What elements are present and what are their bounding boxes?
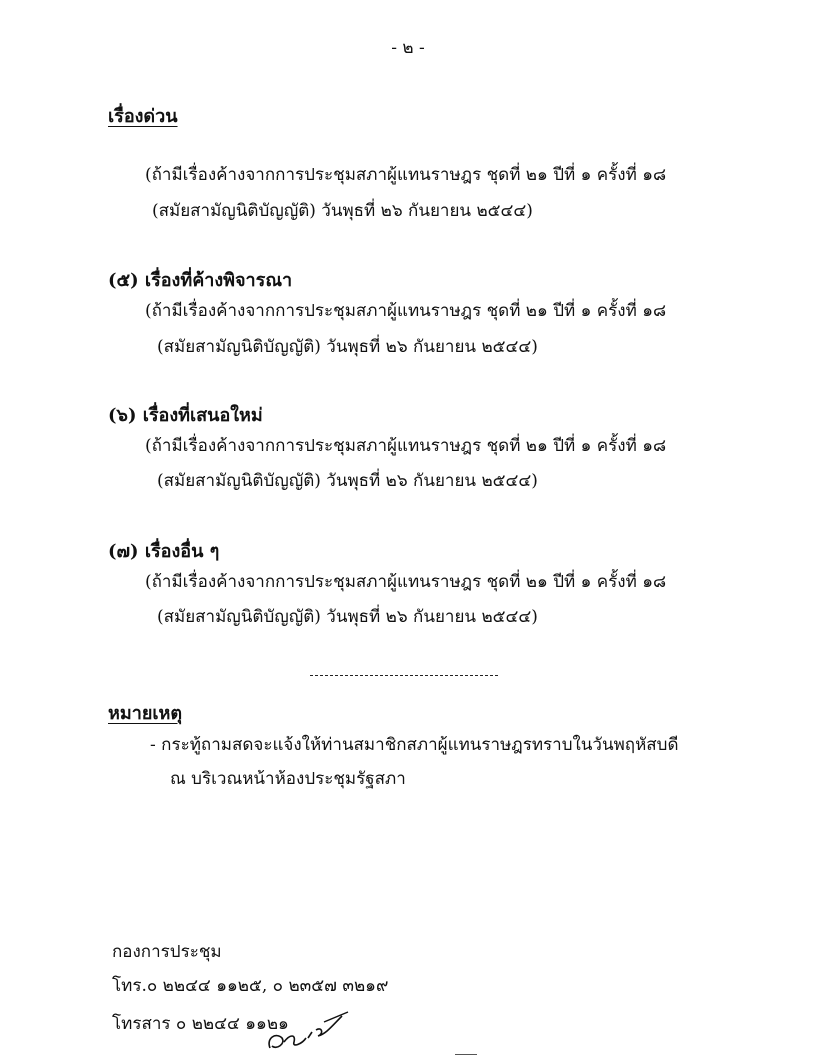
section-6-heading: (๖) เรื่องที่เสนอใหม่	[108, 405, 263, 426]
section-7-line-2: (สมัยสามัญนิติบัญญัติ) วันพุธที่ ๒๖ กันยายน ๒๕๔๔)	[157, 607, 538, 627]
section-7-heading: (๗) เรื่องอื่น ๆ	[108, 541, 220, 562]
section-divider	[310, 675, 498, 676]
section-7-line-1: (ถ้ามีเรื่องค้างจากการประชุมสภาผู้แทนราษฎร ชุดที่ ๒๑ ปีที่ ๑ ครั้งที่ ๑๘	[145, 572, 667, 592]
note-heading: หมายเหตุ	[108, 703, 183, 724]
section-6-line-2: (สมัยสามัญนิติบัญญัติ) วันพุธที่ ๒๖ กันยายน ๒๕๔๔)	[157, 471, 538, 491]
footer-department: กองการประชุม	[112, 942, 222, 962]
scan-mark	[455, 1054, 477, 1055]
note-line-2: ณ บริเวณหน้าห้องประชุมรัฐสภา	[170, 769, 406, 789]
section-5-line-2: (สมัยสามัญนิติบัญญัติ) วันพุธที่ ๒๖ กันยายน ๒๕๔๔)	[157, 337, 538, 357]
footer-phone: โทร.๐ ๒๒๔๔ ๑๑๒๕, ๐ ๒๓๕๗ ๓๒๑๙	[112, 976, 389, 996]
urgent-heading: เรื่องด่วน	[108, 106, 178, 127]
section-5-heading: (๕) เรื่องที่ค้างพิจารณา	[108, 270, 293, 291]
section-6-line-1: (ถ้ามีเรื่องค้างจากการประชุมสภาผู้แทนราษฎร ชุดที่ ๒๑ ปีที่ ๑ ครั้งที่ ๑๘	[145, 436, 667, 456]
note-line-1: - กระทู้ถามสดจะแจ้งให้ท่านสมาชิกสภาผู้แทนราษฎรทราบในวันพฤหัสบดี	[150, 735, 679, 755]
page-number: - ๒ -	[391, 38, 425, 58]
urgent-line-1: (ถ้ามีเรื่องค้างจากการประชุมสภาผู้แทนราษฎร ชุดที่ ๒๑ ปีที่ ๑ ครั้งที่ ๑๘	[145, 165, 667, 185]
footer-fax: โทรสาร ๐ ๒๒๔๔ ๑๑๒๑	[112, 1014, 289, 1034]
handwritten-signature-icon	[262, 1008, 352, 1056]
urgent-line-2: (สมัยสามัญนิติบัญญัติ) วันพุธที่ ๒๖ กันยายน ๒๕๔๔)	[152, 201, 533, 221]
section-5-line-1: (ถ้ามีเรื่องค้างจากการประชุมสภาผู้แทนราษฎร ชุดที่ ๒๑ ปีที่ ๑ ครั้งที่ ๑๘	[145, 301, 667, 321]
